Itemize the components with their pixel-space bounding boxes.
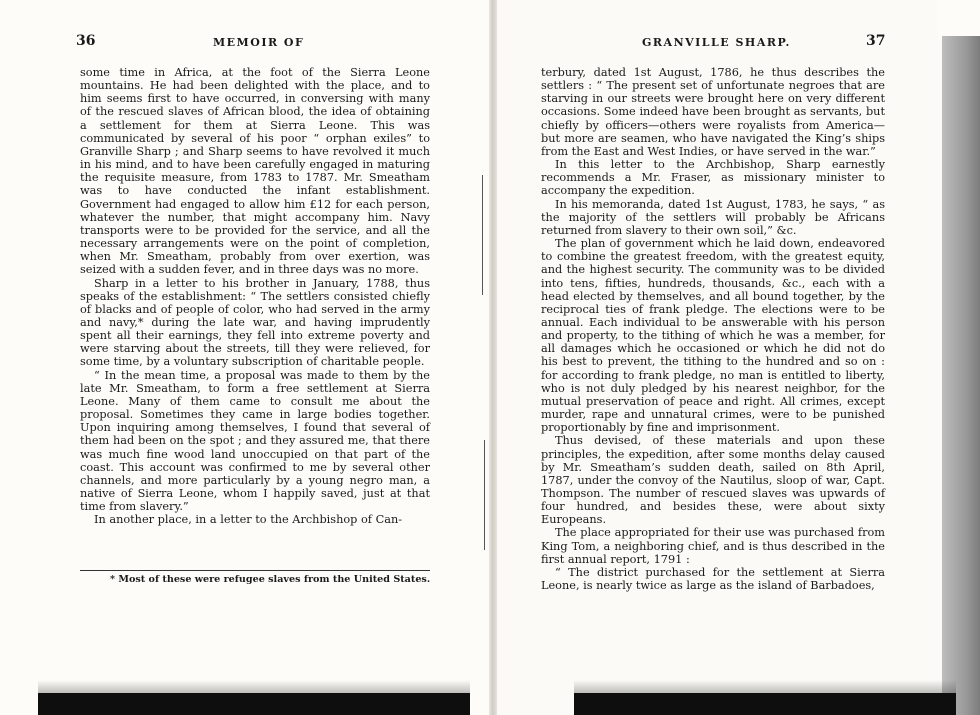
left-paragraph-2: Sharp in a letter to his brother in January, 1788, thus speaks of the establishment: “ The settlers consisted chiefly of blacks and of people of color, who had served in the army and navy,* during the late war, and having imprudently spent all their earnings, they fell into extreme poverty and were starving about the streets, till they were relieved, for some time, by a voluntary subscription of charitable people. [80,276,430,369]
right-paragraph-4: The plan of government which he laid down, endeavored to combine the greatest freedom, with the greatest equity, and the highest security. The community was to be divided into tens, fifties, hundreds, thousands, &c., each with a head elected by themselves, and all bound together, by the reciprocal ties of frank pledge. The elections were to be annual. Each individual to be answerable with his person and property, to the tithing of which he was a member, for all damages which he occasioned or which he did not do his best to prevent, the tithing to the hundred and so on : for according to frank pledge, no man is entitled to liberty, who is not duly pledged by his nearest neighbor, for the mutual preservation of peace and right. All crimes, except murder, rape and unnatural crimes, were to be punished proportionably by fine and imprisonment. [541,237,885,435]
right-paragraph-3: In his memoranda, dated 1st August, 1783, he says, “ as the majority of the settlers will probably be Africans returned from slavery to their own soil,” &c. [541,197,885,237]
right-paragraph-5: Thus devised, of these materials and upon these principles, the expedition, after some months delay caused by Mr. Smeatham’s sudden death, sailed on 8th April, 1787, under the convoy of the Nautilus, sloop of war, Capt. Thompson. The number of rescued slaves was upwards of four hundred, and besides these, were about sixty Europeans. [541,434,885,527]
scan-shadow-left [38,680,470,694]
left-running-head: MEMOIR OF [213,36,305,49]
right-page-number: 37 [866,33,886,49]
right-paragraph-1: terbury, dated 1st August, 1786, he thus describes the settlers : “ The present set of unfortunate negroes that are starving in our streets were brought here on very different occasions. Some indeed have been brought as servants, but chiefly by officers—others were royalists from America—but more are seamen, who have navigated the King’s ships from the East and West Indies, or have served in the war.” [541,66,885,158]
scan-edge-right [574,693,956,715]
footnote-rule [80,570,430,571]
book-gutter [489,0,497,715]
margin-mark [484,440,485,550]
left-paragraph-1: some time in Africa, at the foot of the Sierra Leone mountains. He had been delighted with the place, and to him seems first to have occurred, in conversing with many of the rescued slaves of African blood, the idea of obtaining a settlement for them at Sierra Leone. This was communicated by several of his poor “ orphan exiles” to Granville Sharp ; and Sharp seems to have revolved it much in his mind, and to have been carefully engaged in maturing the requisite measure, from 1783 to 1787. Mr. Smeatham was to have conducted the infant establishment. Government had engaged to allow him £12 for each person, whatever the number, that might accompany him. Navy transports were to be provided for the service, and all the necessary arrangements were on the point of completion, when Mr. Smeatham, probably from over exertion, was seized with a sudden fever, and in three days was no more. [80,66,430,277]
right-running-head: GRANVILLE SHARP. [642,36,791,49]
right-paragraph-7: “ The district purchased for the settlement at Sierra Leone, is nearly twice as large as the island of Barbadoes, [541,565,885,593]
page-edge-shadow [942,36,980,715]
left-page-body [80,66,430,526]
right-paragraph-2: In this letter to the Archbishop, Sharp earnestly recommends a Mr. Fraser, as missionary minister to accompany the expedition. [541,158,885,198]
scan-edge-left [38,693,470,715]
left-footnote: * Most of these were refugee slaves from the United States. [110,574,431,585]
left-paragraph-3: “ In the mean time, a proposal was made to them by the late Mr. Smeatham, to form a free settlement at Sierra Leone. Many of them came to consult me about the proposal. Sometimes they came in large bodies together. Upon inquiring among themselves, I found that several of them had been on the spot ; and they assured me, that there was much fine wood land unoccupied on that part of the coast. This account was confirmed to me by several other channels, and more particularly by a young negro man, a native of Sierra Leone, whom I happily saved, just at that time from slavery.” [80,368,430,514]
scan-shadow-right [574,680,956,694]
page-edge-top [938,0,980,40]
left-paragraph-4: In another place, in a letter to the Archbishop of Can- [94,513,403,527]
right-paragraph-6: The place appropriated for their use was purchased from King Tom, a neighboring chief, and is thus described in the first annual report, 1791 : [541,526,885,566]
left-page-number: 36 [76,33,96,49]
margin-mark [482,175,483,295]
right-page-body [541,66,885,592]
